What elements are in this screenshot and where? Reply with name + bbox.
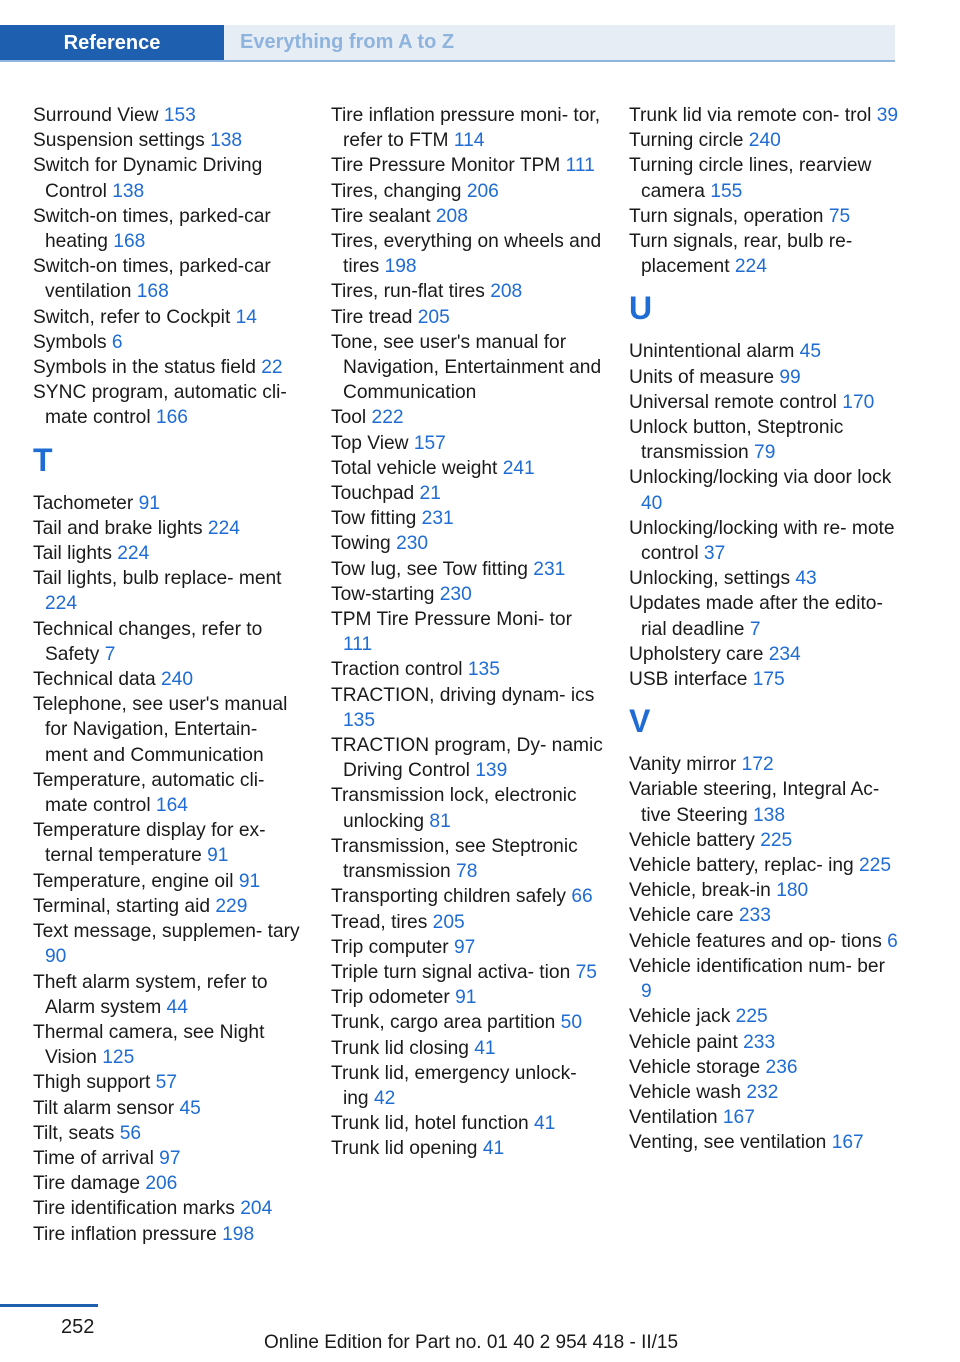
index-entry-text: Terminal, starting aid xyxy=(33,895,216,917)
index-page-link[interactable]: 90 xyxy=(45,946,67,968)
index-entry-text: Tire sealant xyxy=(331,205,436,227)
index-letter-heading: T xyxy=(33,441,53,478)
index-entry-text: Trunk lid closing xyxy=(331,1037,475,1059)
index-entry-text: Tires, run-flat tires xyxy=(331,281,491,303)
index-page-link[interactable]: 229 xyxy=(215,895,248,917)
index-entry xyxy=(331,985,603,1010)
index-entry xyxy=(33,1020,305,1070)
index-page-link[interactable]: 225 xyxy=(859,855,892,877)
index-entry xyxy=(331,1036,603,1061)
index-entry-text: Telephone, see user's manual for Navigation, Entertain- ment and Communication xyxy=(33,694,288,766)
index-entry xyxy=(331,1111,603,1136)
index-entry-text: Unintentional alarm xyxy=(629,341,800,363)
index-entry-text: Unlocking/locking with re- mote control xyxy=(629,517,895,565)
index-page-link[interactable]: 41 xyxy=(534,1113,556,1135)
index-page-link[interactable]: 205 xyxy=(432,911,465,933)
index-entry-text: Time of arrival xyxy=(33,1147,160,1169)
index-entry xyxy=(331,506,603,531)
index-column-3 xyxy=(629,103,899,1156)
index-entry xyxy=(33,970,305,1020)
index-entry xyxy=(629,853,899,878)
index-entry-text: Vehicle, break-in xyxy=(629,880,777,902)
index-entry xyxy=(33,516,305,541)
index-page-link[interactable]: 138 xyxy=(753,804,786,826)
index-entry xyxy=(629,828,899,853)
index-entry xyxy=(33,617,305,667)
index-entry-text: Suspension settings xyxy=(33,130,211,152)
index-entry-text: Vehicle jack xyxy=(629,1006,736,1028)
index-page-link[interactable]: 240 xyxy=(161,669,194,691)
index-page-link[interactable]: 234 xyxy=(768,643,801,665)
index-entry xyxy=(629,878,899,903)
index-entry-text: Vehicle paint xyxy=(629,1031,744,1053)
index-entry-text: Vehicle care xyxy=(629,905,739,927)
header-section-title[interactable]: Everything from A to Z xyxy=(240,31,455,53)
index-page-link[interactable]: 224 xyxy=(117,543,150,565)
index-entry-text: TRACTION program, Dy- namic Driving Control xyxy=(331,735,603,782)
index-page-link[interactable]: 21 xyxy=(419,483,441,505)
index-entry-text: Unlocking, settings xyxy=(629,568,796,590)
index-entry-text: Surround View xyxy=(33,105,164,126)
index-entry-text: Venting, see ventilation xyxy=(629,1132,832,1154)
index-page-link[interactable]: 225 xyxy=(735,1006,768,1028)
index-entry xyxy=(331,405,603,430)
index-entry-text: Universal remote control xyxy=(629,391,843,413)
index-page-link[interactable]: 75 xyxy=(828,205,851,227)
index-entry-text: Traction control xyxy=(331,659,468,681)
index-entry xyxy=(33,566,305,616)
index-page-link[interactable]: 157 xyxy=(413,432,446,454)
index-entry xyxy=(33,1171,305,1196)
index-entry xyxy=(331,783,603,833)
index-page-link[interactable]: 225 xyxy=(760,829,793,851)
index-page-link[interactable]: 45 xyxy=(799,341,821,363)
index-entry-text: Trunk, cargo area partition xyxy=(331,1012,561,1034)
index-entry-text: Upholstery care xyxy=(629,643,769,665)
index-entry xyxy=(629,415,899,465)
index-entry xyxy=(331,960,603,985)
index-page-link[interactable]: 233 xyxy=(738,905,771,927)
index-entry xyxy=(629,954,899,1004)
index-page-link[interactable]: 78 xyxy=(456,861,478,883)
index-page-link[interactable]: 224 xyxy=(207,517,240,539)
index-entry xyxy=(33,869,305,894)
index-page-link[interactable]: 166 xyxy=(155,407,188,429)
index-entry xyxy=(33,103,305,128)
index-entry-text: Vehicle identification num- ber xyxy=(629,955,885,977)
index-page-link[interactable]: 231 xyxy=(533,558,566,580)
footer-rule xyxy=(0,1304,98,1307)
index-page-link[interactable]: 198 xyxy=(222,1223,255,1245)
index-entry xyxy=(629,903,899,928)
index-entry xyxy=(33,380,305,430)
header-rule xyxy=(0,60,895,62)
index-page-link[interactable]: 125 xyxy=(102,1047,135,1069)
index-entry xyxy=(331,431,603,456)
index-entry-text: USB interface xyxy=(629,669,753,691)
index-column-2 xyxy=(331,103,603,1162)
index-entry-text: Tire tread xyxy=(331,306,418,328)
index-entry xyxy=(331,683,603,733)
index-entry xyxy=(33,1222,305,1247)
index-page-link[interactable]: 99 xyxy=(779,366,801,388)
index-entry-text: Tread, tires xyxy=(331,911,433,933)
index-entry-text: Variable steering, Integral Ac- tive Steering xyxy=(629,779,880,826)
index-entry xyxy=(331,1061,603,1111)
index-page-link[interactable]: 7 xyxy=(104,643,116,665)
index-page-link[interactable]: 7 xyxy=(749,618,761,640)
index-page-link[interactable]: 40 xyxy=(641,492,663,514)
index-page-link[interactable]: 91 xyxy=(138,492,160,514)
index-entry-text: Technical data xyxy=(33,669,161,691)
index-entry xyxy=(629,929,899,954)
index-entry xyxy=(33,541,305,566)
index-page-link[interactable]: 168 xyxy=(113,231,146,253)
index-entry-text: Vehicle storage xyxy=(629,1056,766,1078)
index-page-link[interactable]: 168 xyxy=(136,281,169,303)
index-entry-text: Tilt, seats xyxy=(33,1122,120,1144)
index-entry xyxy=(33,1196,305,1221)
index-page-link[interactable]: 241 xyxy=(502,457,535,479)
index-page-link[interactable]: 155 xyxy=(710,180,743,202)
index-entry-text: Tire Pressure Monitor TPM xyxy=(331,155,566,177)
index-entry-text: Temperature, automatic cli- mate control xyxy=(33,769,265,817)
index-entry-text: Switch, refer to Cockpit xyxy=(33,306,236,328)
index-entry-text: Technical changes, refer to Safety xyxy=(33,618,263,665)
index-page-link[interactable]: 81 xyxy=(429,810,451,832)
index-entry xyxy=(33,1146,305,1171)
index-page-link[interactable]: 50 xyxy=(560,1012,582,1034)
index-entry xyxy=(331,910,603,935)
index-page-link[interactable]: 114 xyxy=(453,130,485,152)
index-entry-text: Thermal camera, see Night Vision xyxy=(33,1021,265,1069)
index-page-link[interactable]: 204 xyxy=(240,1198,273,1220)
index-entry-text: Top View xyxy=(331,432,414,454)
index-entry-text: Symbols in the status field xyxy=(33,357,262,379)
index-entry xyxy=(331,657,603,682)
index-entry-text: Touchpad xyxy=(331,483,420,505)
index-entry xyxy=(331,531,603,556)
index-page-link[interactable]: 135 xyxy=(343,709,376,731)
index-column-1 xyxy=(33,103,305,1247)
index-entry-text: Theft alarm system, refer to Alarm system xyxy=(33,971,268,1018)
index-entry xyxy=(629,204,899,229)
index-entry xyxy=(33,254,305,304)
index-entry xyxy=(331,935,603,960)
index-page-link[interactable]: 236 xyxy=(765,1056,798,1078)
index-entry xyxy=(629,777,899,827)
index-entry xyxy=(33,1070,305,1095)
index-page-link[interactable]: 230 xyxy=(396,533,429,555)
index-entry-text: Vehicle battery, replac- ing xyxy=(629,855,860,877)
index-entry-text: Trip computer xyxy=(331,936,454,958)
page-header xyxy=(0,25,895,62)
index-entry-text: TPM Tire Pressure Moni- tor xyxy=(331,609,572,631)
index-page-link[interactable]: 97 xyxy=(453,936,476,958)
index-entry-text: Transmission, see Steptronic transmission xyxy=(331,835,578,883)
index-page-link[interactable]: 138 xyxy=(210,130,243,152)
index-page-link[interactable]: 172 xyxy=(741,754,774,776)
index-entry-text: TRACTION, driving dynam- ics xyxy=(331,684,595,706)
index-page-link[interactable]: 240 xyxy=(748,130,781,152)
index-page-link[interactable]: 111 xyxy=(565,155,595,177)
index-page-link[interactable]: 208 xyxy=(490,281,523,303)
index-entry-text: Temperature, engine oil xyxy=(33,870,239,892)
index-entry xyxy=(629,339,899,364)
index-entry-text: Trip odometer xyxy=(331,987,456,1009)
index-page-link[interactable]: 205 xyxy=(417,306,450,328)
index-page-link[interactable]: 198 xyxy=(384,256,417,278)
index-page-link[interactable]: 167 xyxy=(831,1132,864,1154)
index-entry xyxy=(629,465,899,515)
index-entry xyxy=(629,642,899,667)
index-page-link[interactable]: 224 xyxy=(734,256,767,278)
index-entry xyxy=(331,103,603,153)
index-entry xyxy=(629,566,899,591)
index-page-link[interactable]: 45 xyxy=(179,1097,201,1119)
index-entry-text: Triple turn signal activa- tion xyxy=(331,961,576,983)
index-page-link[interactable]: 135 xyxy=(467,659,500,681)
index-entry xyxy=(629,1080,899,1105)
index-entry xyxy=(629,103,899,128)
index-page-link[interactable]: 22 xyxy=(261,357,283,379)
index-entry-text: Text message, supplemen- tary xyxy=(33,921,300,943)
index-entry xyxy=(331,481,603,506)
index-entry-text: SYNC program, automatic cli- mate control xyxy=(33,382,287,429)
index-entry xyxy=(33,153,305,203)
index-entry xyxy=(33,1096,305,1121)
index-entry xyxy=(33,1121,305,1146)
index-page-link[interactable]: 206 xyxy=(466,180,499,202)
index-page-link[interactable]: 75 xyxy=(575,961,597,983)
index-entry xyxy=(629,667,899,692)
index-entry-text: Trunk lid, hotel function xyxy=(331,1113,534,1135)
index-entry xyxy=(331,733,603,783)
index-page-link[interactable]: 222 xyxy=(371,407,404,429)
index-page-link[interactable]: 97 xyxy=(159,1147,181,1169)
index-page-link[interactable]: 14 xyxy=(235,306,257,328)
index-entry xyxy=(331,229,603,279)
index-entry-text: Transmission lock, electronic unlocking xyxy=(331,785,577,832)
index-entry-text: Turn signals, operation xyxy=(629,205,829,227)
index-entry-text: Tow-starting xyxy=(331,583,440,605)
index-entry-text: Trunk lid opening xyxy=(331,1138,483,1160)
index-page-link[interactable]: 91 xyxy=(455,987,477,1009)
index-entry-text: Trunk lid via remote con- trol xyxy=(629,105,877,126)
index-page-link[interactable]: 41 xyxy=(482,1138,505,1160)
index-entry xyxy=(629,1055,899,1080)
index-entry xyxy=(33,204,305,254)
index-entry xyxy=(629,516,899,566)
index-letter-heading: V xyxy=(629,703,651,740)
index-entry-text: Tail lights xyxy=(33,543,118,565)
index-entry xyxy=(331,1136,603,1161)
index-entry xyxy=(629,390,899,415)
index-page-link[interactable]: 42 xyxy=(373,1087,396,1109)
index-entry-text: Turning circle xyxy=(629,130,749,152)
index-page-link[interactable]: 56 xyxy=(119,1122,142,1144)
index-entry-text: Tire inflation pressure xyxy=(33,1223,223,1245)
index-page-link[interactable]: 9 xyxy=(641,981,652,1003)
edition-note: Online Edition for Part no. 01 40 2 954 418 - II/15 xyxy=(264,1332,679,1353)
index-entry xyxy=(629,1130,899,1155)
index-entry-text: Tires, everything on wheels and tires xyxy=(331,231,602,278)
index-page-link[interactable]: 57 xyxy=(155,1072,178,1094)
index-entry-text: Vehicle battery xyxy=(629,829,761,851)
index-entry xyxy=(629,1004,899,1029)
index-entry xyxy=(331,884,603,909)
index-entry xyxy=(331,834,603,884)
index-page-link[interactable]: 231 xyxy=(421,508,454,530)
index-page-link[interactable]: 224 xyxy=(45,593,78,615)
index-page-link[interactable]: 91 xyxy=(238,870,261,892)
index-entry xyxy=(629,1105,899,1130)
index-entry xyxy=(331,557,603,582)
index-entry-text: Unlock button, Steptronic transmission xyxy=(629,417,844,464)
index-letter-heading: U xyxy=(629,290,653,327)
index-page-link[interactable]: 206 xyxy=(145,1173,178,1195)
index-entry-text: Switch for Dynamic Driving Control xyxy=(33,155,263,202)
index-entry xyxy=(331,607,603,657)
index-page-link[interactable]: 41 xyxy=(474,1037,496,1059)
index-entry xyxy=(33,491,305,516)
index-entry-text: Turn signals, rear, bulb re- placement xyxy=(629,231,853,278)
index-page-link[interactable]: 167 xyxy=(722,1107,755,1129)
index-entry-text: Updates made after the edito- rial deadline xyxy=(629,593,883,640)
index-entry xyxy=(331,1010,603,1035)
index-entry-text: Trunk lid, emergency unlock- ing xyxy=(331,1062,577,1109)
index-entry xyxy=(33,355,305,380)
index-page-link[interactable]: 43 xyxy=(795,568,817,590)
index-entry-text: Transporting children safely xyxy=(331,886,572,908)
index-entry xyxy=(629,752,899,777)
index-page-link[interactable]: 37 xyxy=(703,543,726,565)
index-entry-text: Tail lights, bulb replace- ment xyxy=(33,568,282,590)
index-page-link[interactable]: 139 xyxy=(475,760,508,782)
index-page-link[interactable]: 233 xyxy=(743,1031,776,1053)
index-entry xyxy=(33,667,305,692)
index-entry-text: Temperature display for ex- ternal temperature xyxy=(33,820,266,867)
index-entry-text: Units of measure xyxy=(629,366,780,388)
index-page-link[interactable]: 153 xyxy=(163,105,196,126)
index-entry-text: Tow lug, see Tow fitting xyxy=(331,558,534,580)
index-entry-text: Tail and brake lights xyxy=(33,517,208,539)
index-entry xyxy=(331,305,603,330)
index-entry-text: Vanity mirror xyxy=(629,754,742,776)
index-page-link[interactable]: 208 xyxy=(435,205,468,227)
index-entry xyxy=(331,582,603,607)
index-entry xyxy=(331,330,603,406)
index-entry-text: Tool xyxy=(331,407,372,429)
index-entry xyxy=(629,365,899,390)
index-entry-text: Tone, see user's manual for Navigation, Entertainment and Communication xyxy=(331,331,602,404)
index-page-link[interactable]: 180 xyxy=(776,880,809,902)
index-entry xyxy=(33,305,305,330)
index-entry xyxy=(629,153,899,203)
index-entry xyxy=(629,128,899,153)
index-page-link[interactable]: 175 xyxy=(752,669,785,691)
index-entry-text: Switch-on times, parked-car ventilation xyxy=(33,256,271,303)
index-entry-text: Tire inflation pressure moni- tor, refer to FTM xyxy=(331,105,601,152)
index-page-link[interactable]: 232 xyxy=(746,1081,779,1103)
index-entry-text: Tire damage xyxy=(33,1173,146,1195)
index-page-link[interactable]: 230 xyxy=(439,583,472,605)
index-entry-text: Vehicle features and op- tions xyxy=(629,930,888,952)
index-entry xyxy=(33,692,305,768)
index-page-link[interactable]: 138 xyxy=(112,180,145,202)
index-page-link[interactable]: 111 xyxy=(343,634,373,656)
index-entry-text: Switch-on times, parked-car heating xyxy=(33,205,271,253)
index-entry-text: Towing xyxy=(331,533,397,555)
index-page-link[interactable]: 164 xyxy=(155,795,188,817)
index-entry-text: Tires, changing xyxy=(331,180,467,202)
index-page-link[interactable]: 79 xyxy=(754,442,776,464)
index-entry-text: Unlocking/locking via door lock xyxy=(629,467,892,489)
index-entry-text: Tachometer xyxy=(33,492,139,514)
index-page-link[interactable]: 170 xyxy=(842,391,875,413)
index-entry-text: Tow fitting xyxy=(331,508,422,530)
index-page-link[interactable]: 6 xyxy=(111,331,123,353)
index-entry-text: Vehicle wash xyxy=(629,1081,747,1103)
index-entry-text: Thigh support xyxy=(33,1072,156,1094)
index-entry-text: Tilt alarm sensor xyxy=(33,1097,180,1119)
index-entry-text: Tire identification marks xyxy=(33,1198,241,1220)
index-entry xyxy=(629,591,899,641)
index-page-link[interactable]: 91 xyxy=(207,845,229,867)
index-entry xyxy=(33,919,305,969)
index-entry-text: Turning circle lines, rearview camera xyxy=(629,155,872,202)
index-entry xyxy=(33,894,305,919)
index-entry xyxy=(331,179,603,204)
index-page-link[interactable]: 66 xyxy=(571,886,593,908)
index-entry xyxy=(331,456,603,481)
index-entry xyxy=(33,818,305,868)
index-entry xyxy=(331,279,603,304)
index-entry-text: Total vehicle weight xyxy=(331,457,503,479)
index-page-link[interactable]: 39 xyxy=(876,105,899,126)
index-page-link[interactable]: 44 xyxy=(166,996,188,1018)
index-entry xyxy=(629,1030,899,1055)
index-entry xyxy=(629,229,899,279)
index-entry-text: Symbols xyxy=(33,331,112,353)
page-number: 252 xyxy=(61,1316,95,1338)
index-entry xyxy=(33,330,305,355)
index-entry-text: Ventilation xyxy=(629,1107,723,1129)
header-tab-reference[interactable]: Reference xyxy=(0,25,224,62)
index-entry xyxy=(331,153,603,178)
index-entry xyxy=(33,128,305,153)
index-entry xyxy=(331,204,603,229)
index-entry xyxy=(33,768,305,818)
index-page-link[interactable]: 6 xyxy=(887,930,898,952)
